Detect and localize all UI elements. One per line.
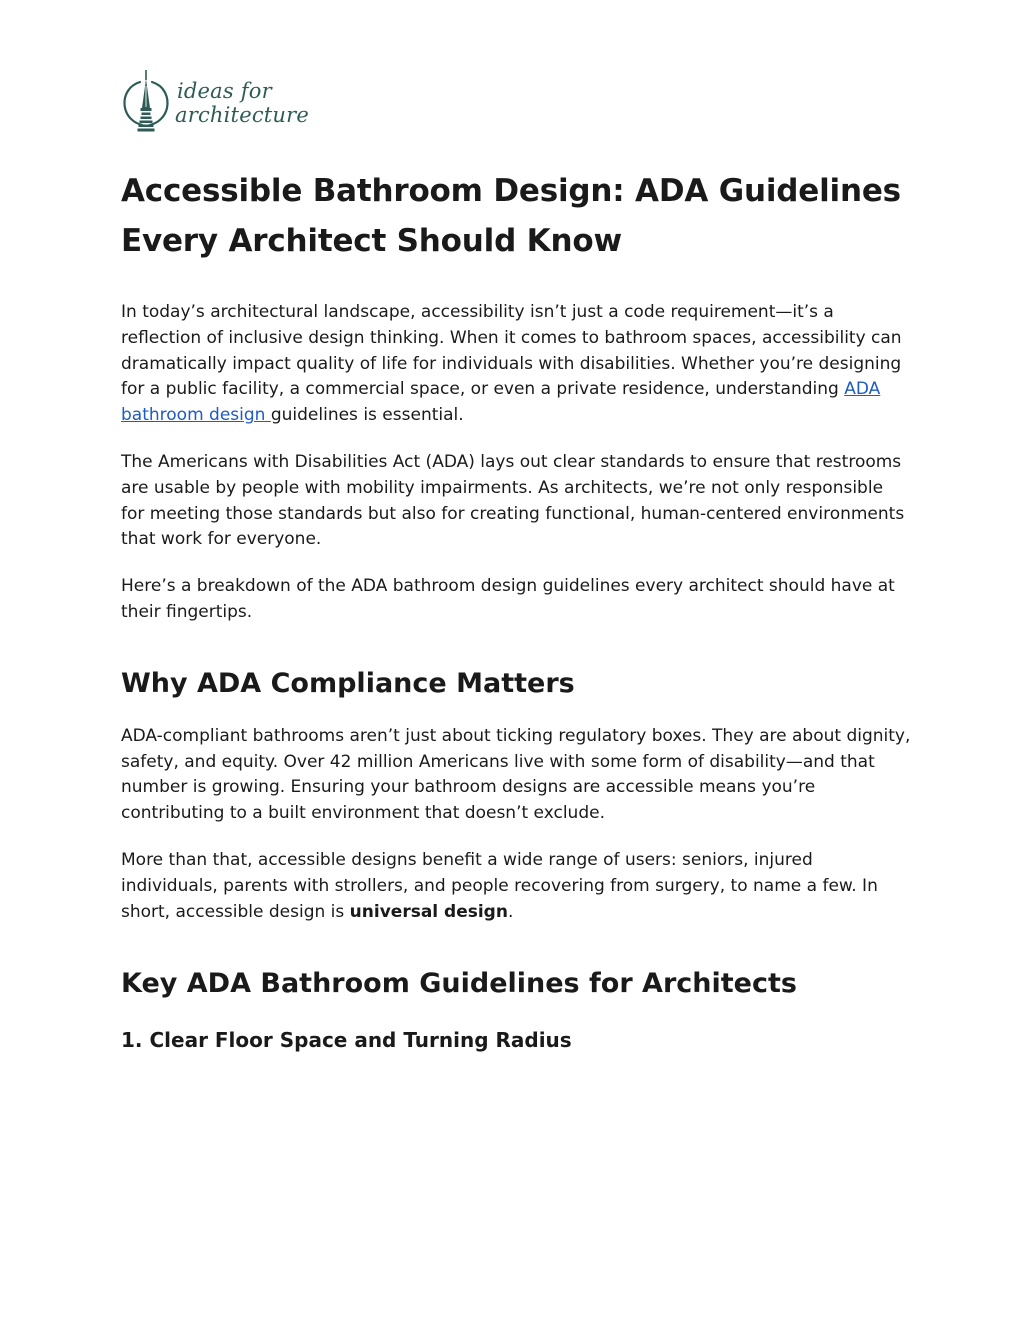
section-heading-why-ada: Why ADA Compliance Matters [121, 667, 575, 699]
subheading-clear-floor-space: 1. Clear Floor Space and Turning Radius [121, 1028, 572, 1053]
intro-text-start: In today’s architectural landscape, accessibility isn’t just a code requirement—it’s a reflection of inclusive design thinking. When it comes to bathroom spaces, accessibility can dramatically impact quality of life for individuals with disabilities. Whether you’re designing for a public facility, a commercial space, or even a private residence, understanding [121, 302, 902, 400]
compliance-paragraph: ADA-compliant bathrooms aren’t just about ticking regulatory boxes. They are about dignity, safety, and equity. Over 42 million Americans live with some form of disability—and that number is growing. Ensuring your bathroom designs are accessible means you’re contributing to a built environment that doesn’t exclude. [121, 725, 911, 824]
ada-standards-paragraph: The Americans with Disabilities Act (ADA) lays out clear standards to ensure that restrooms are usable by people with mobility impairments. As architects, we’re not only responsible for meeting those standards but also for creating functional, human-centered environments that work for everyone. [121, 451, 905, 550]
logo-wordmark [177, 79, 309, 127]
document-page [121, 66, 911, 1054]
ada-bathroom-design-link[interactable]: ADA bathroom design [121, 379, 881, 426]
article-title: Accessible Bathroom Design: ADA Guidelines Every Architect Should Know [121, 173, 901, 259]
universal-text-end: . [507, 901, 514, 922]
logo-line-1: ideas for [177, 79, 272, 103]
intro-paragraph [121, 300, 911, 429]
tower-logo-icon [121, 68, 171, 138]
intro-text-end: guidelines is essential. [270, 405, 464, 426]
site-logo[interactable] [121, 66, 911, 140]
universal-design-paragraph [121, 848, 911, 925]
breakdown-paragraph: Here’s a breakdown of the ADA bathroom design guidelines every architect should have at their fingertips. [121, 576, 895, 622]
logo-line-2: architecture [175, 103, 310, 127]
section-heading-key-guidelines: Key ADA Bathroom Guidelines for Architects [121, 968, 797, 1000]
universal-design-emphasis: universal design [349, 901, 508, 922]
universal-text-start: More than that, accessible designs benefit a wide range of users: seniors, injured individuals, parents with strollers, and people recovering from surgery, to name a few. In short, accessible design is [121, 849, 878, 922]
